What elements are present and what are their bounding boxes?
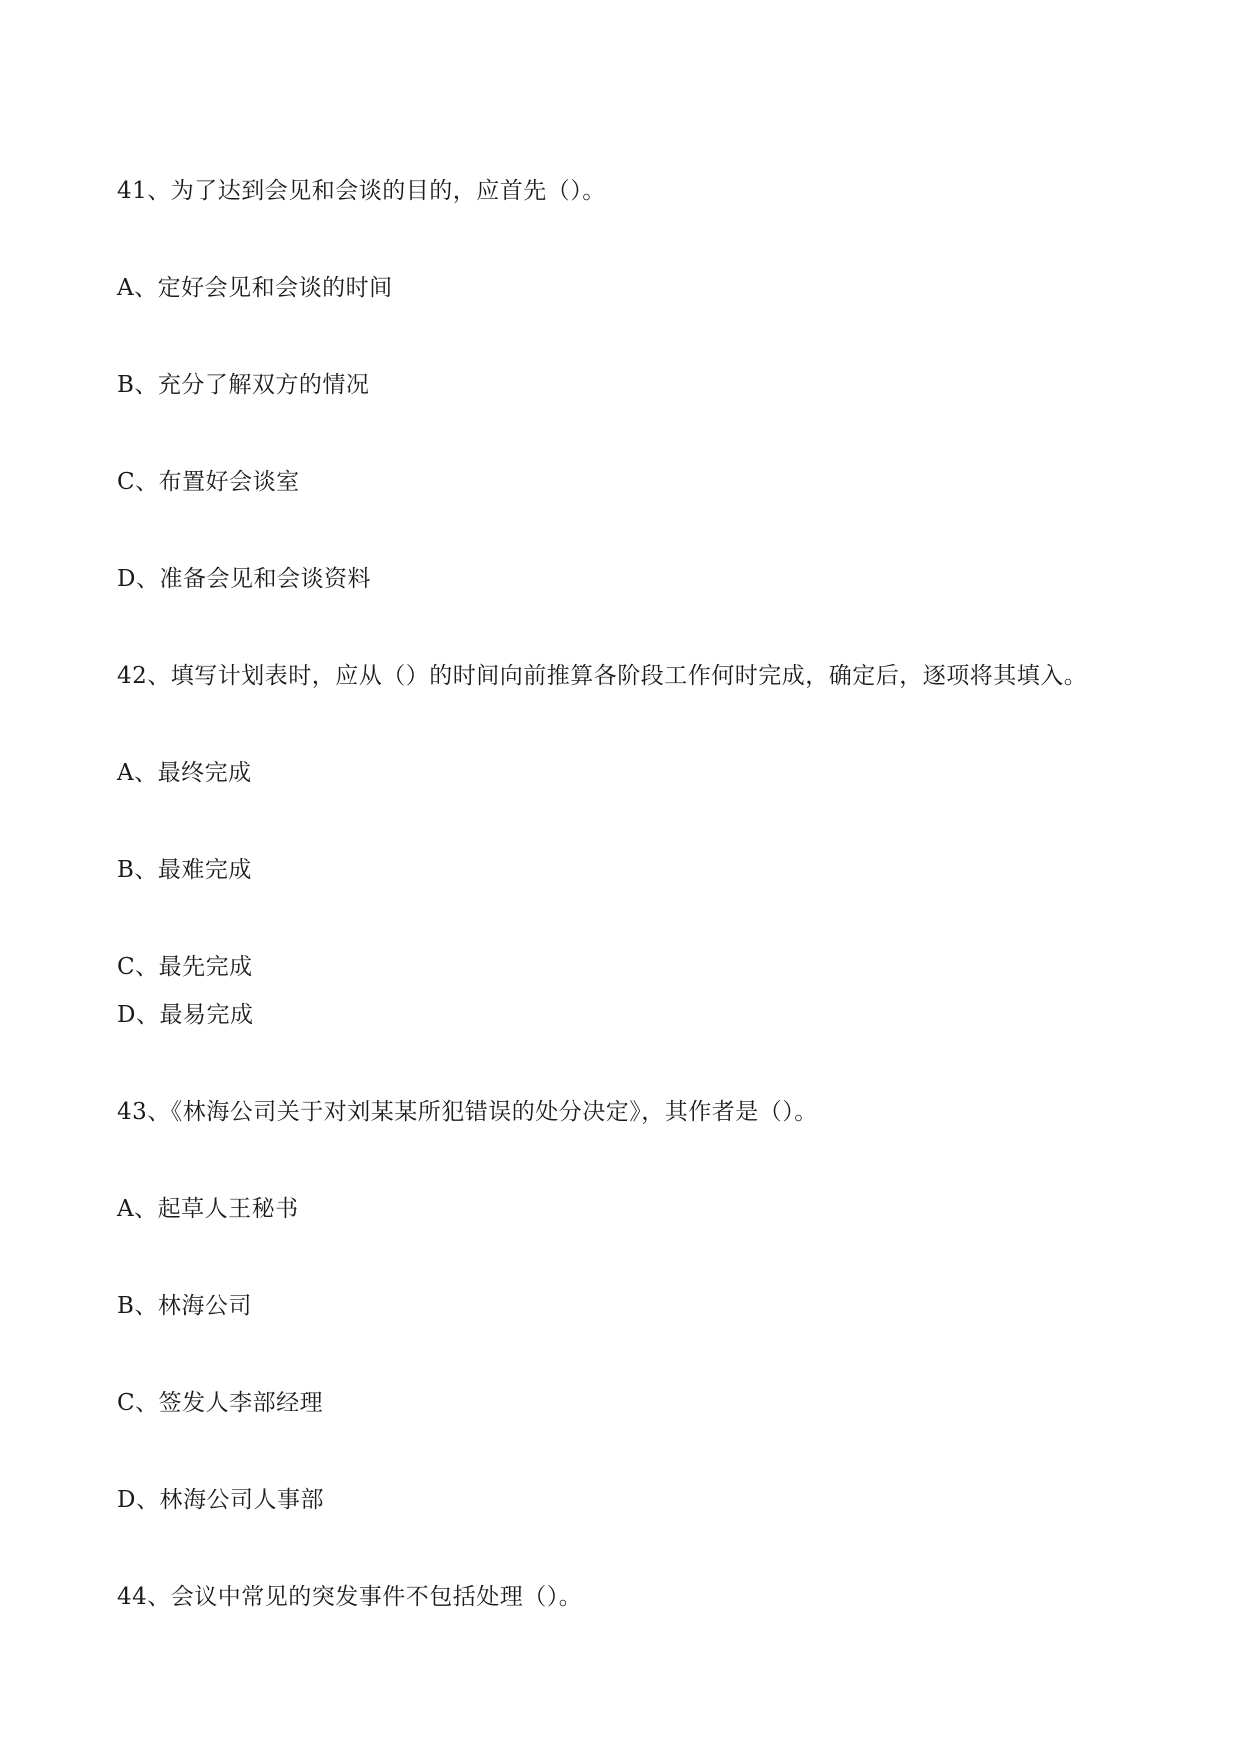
question-42-option-c: C、最先完成	[117, 954, 253, 980]
question-42-option-b: B、最难完成	[117, 857, 252, 883]
question-43-option-c: C、签发人李部经理	[117, 1390, 324, 1416]
question-42-option-a: A、最终完成	[117, 760, 252, 786]
question-43-option-a: A、起草人王秘书	[117, 1196, 299, 1222]
question-43-stem: 43、《林海公司关于对刘某某所犯错误的处分决定》，其作者是（）。	[117, 1099, 818, 1125]
question-43-option-b: B、林海公司	[117, 1293, 252, 1319]
question-41-option-c: C、布置好会谈室	[117, 469, 300, 495]
question-41-stem: 41、为了达到会见和会谈的目的，应首先（）。	[117, 178, 606, 204]
question-43-option-d: D、林海公司人事部	[117, 1487, 324, 1513]
question-41-option-b: B、充分了解双方的情况	[117, 372, 370, 398]
question-42-option-d: D、最易完成	[117, 1002, 254, 1028]
question-41-option-a: A、定好会见和会谈的时间	[117, 275, 393, 301]
question-42-stem: 42、填写计划表时，应从（）的时间向前推算各阶段工作何时完成，确定后，逐项将其填入。	[117, 663, 1088, 689]
question-44-stem: 44、会议中常见的突发事件不包括处理（）。	[117, 1584, 583, 1610]
question-41-option-d: D、准备会见和会谈资料	[117, 566, 371, 592]
